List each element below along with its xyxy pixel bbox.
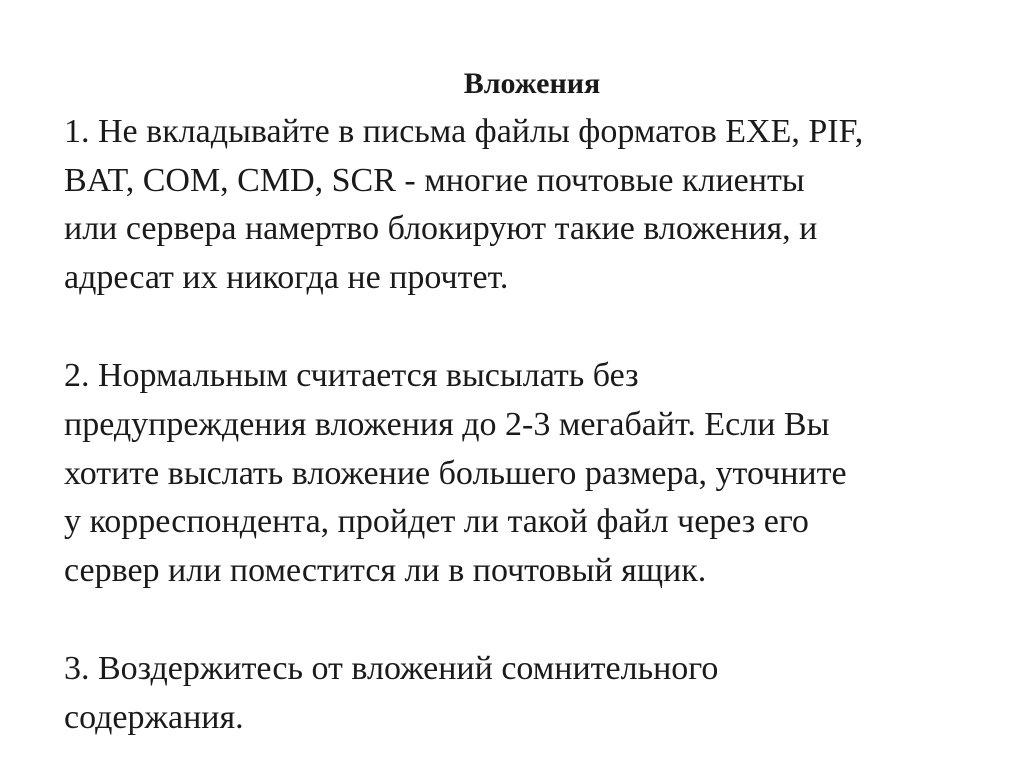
- slide-title: Вложения: [463, 67, 601, 100]
- slide-body: [64, 108, 1014, 743]
- rule-paragraph-3: 3. Воздержитесь от вложений сомнительного содержания.: [64, 650, 719, 736]
- rule-paragraph-1: 1. Не вкладывайте в письма файлы форматов EXE, PIF, BAT, COM, CMD, SCR - многие почтовые клиенты или сервера намертво блокируют такие вложения, и адресат их никогда не прочтет.: [64, 113, 864, 296]
- rule-paragraph-2: 2. Нормальным считается высылать без предупреждения вложения до 2-3 мегабайт. Если Вы хотите выслать вложение большего размера, уточните у корреспондента, пройдет ли такой файл через его сервер или поместится ли в почтовый ящик.: [64, 357, 847, 589]
